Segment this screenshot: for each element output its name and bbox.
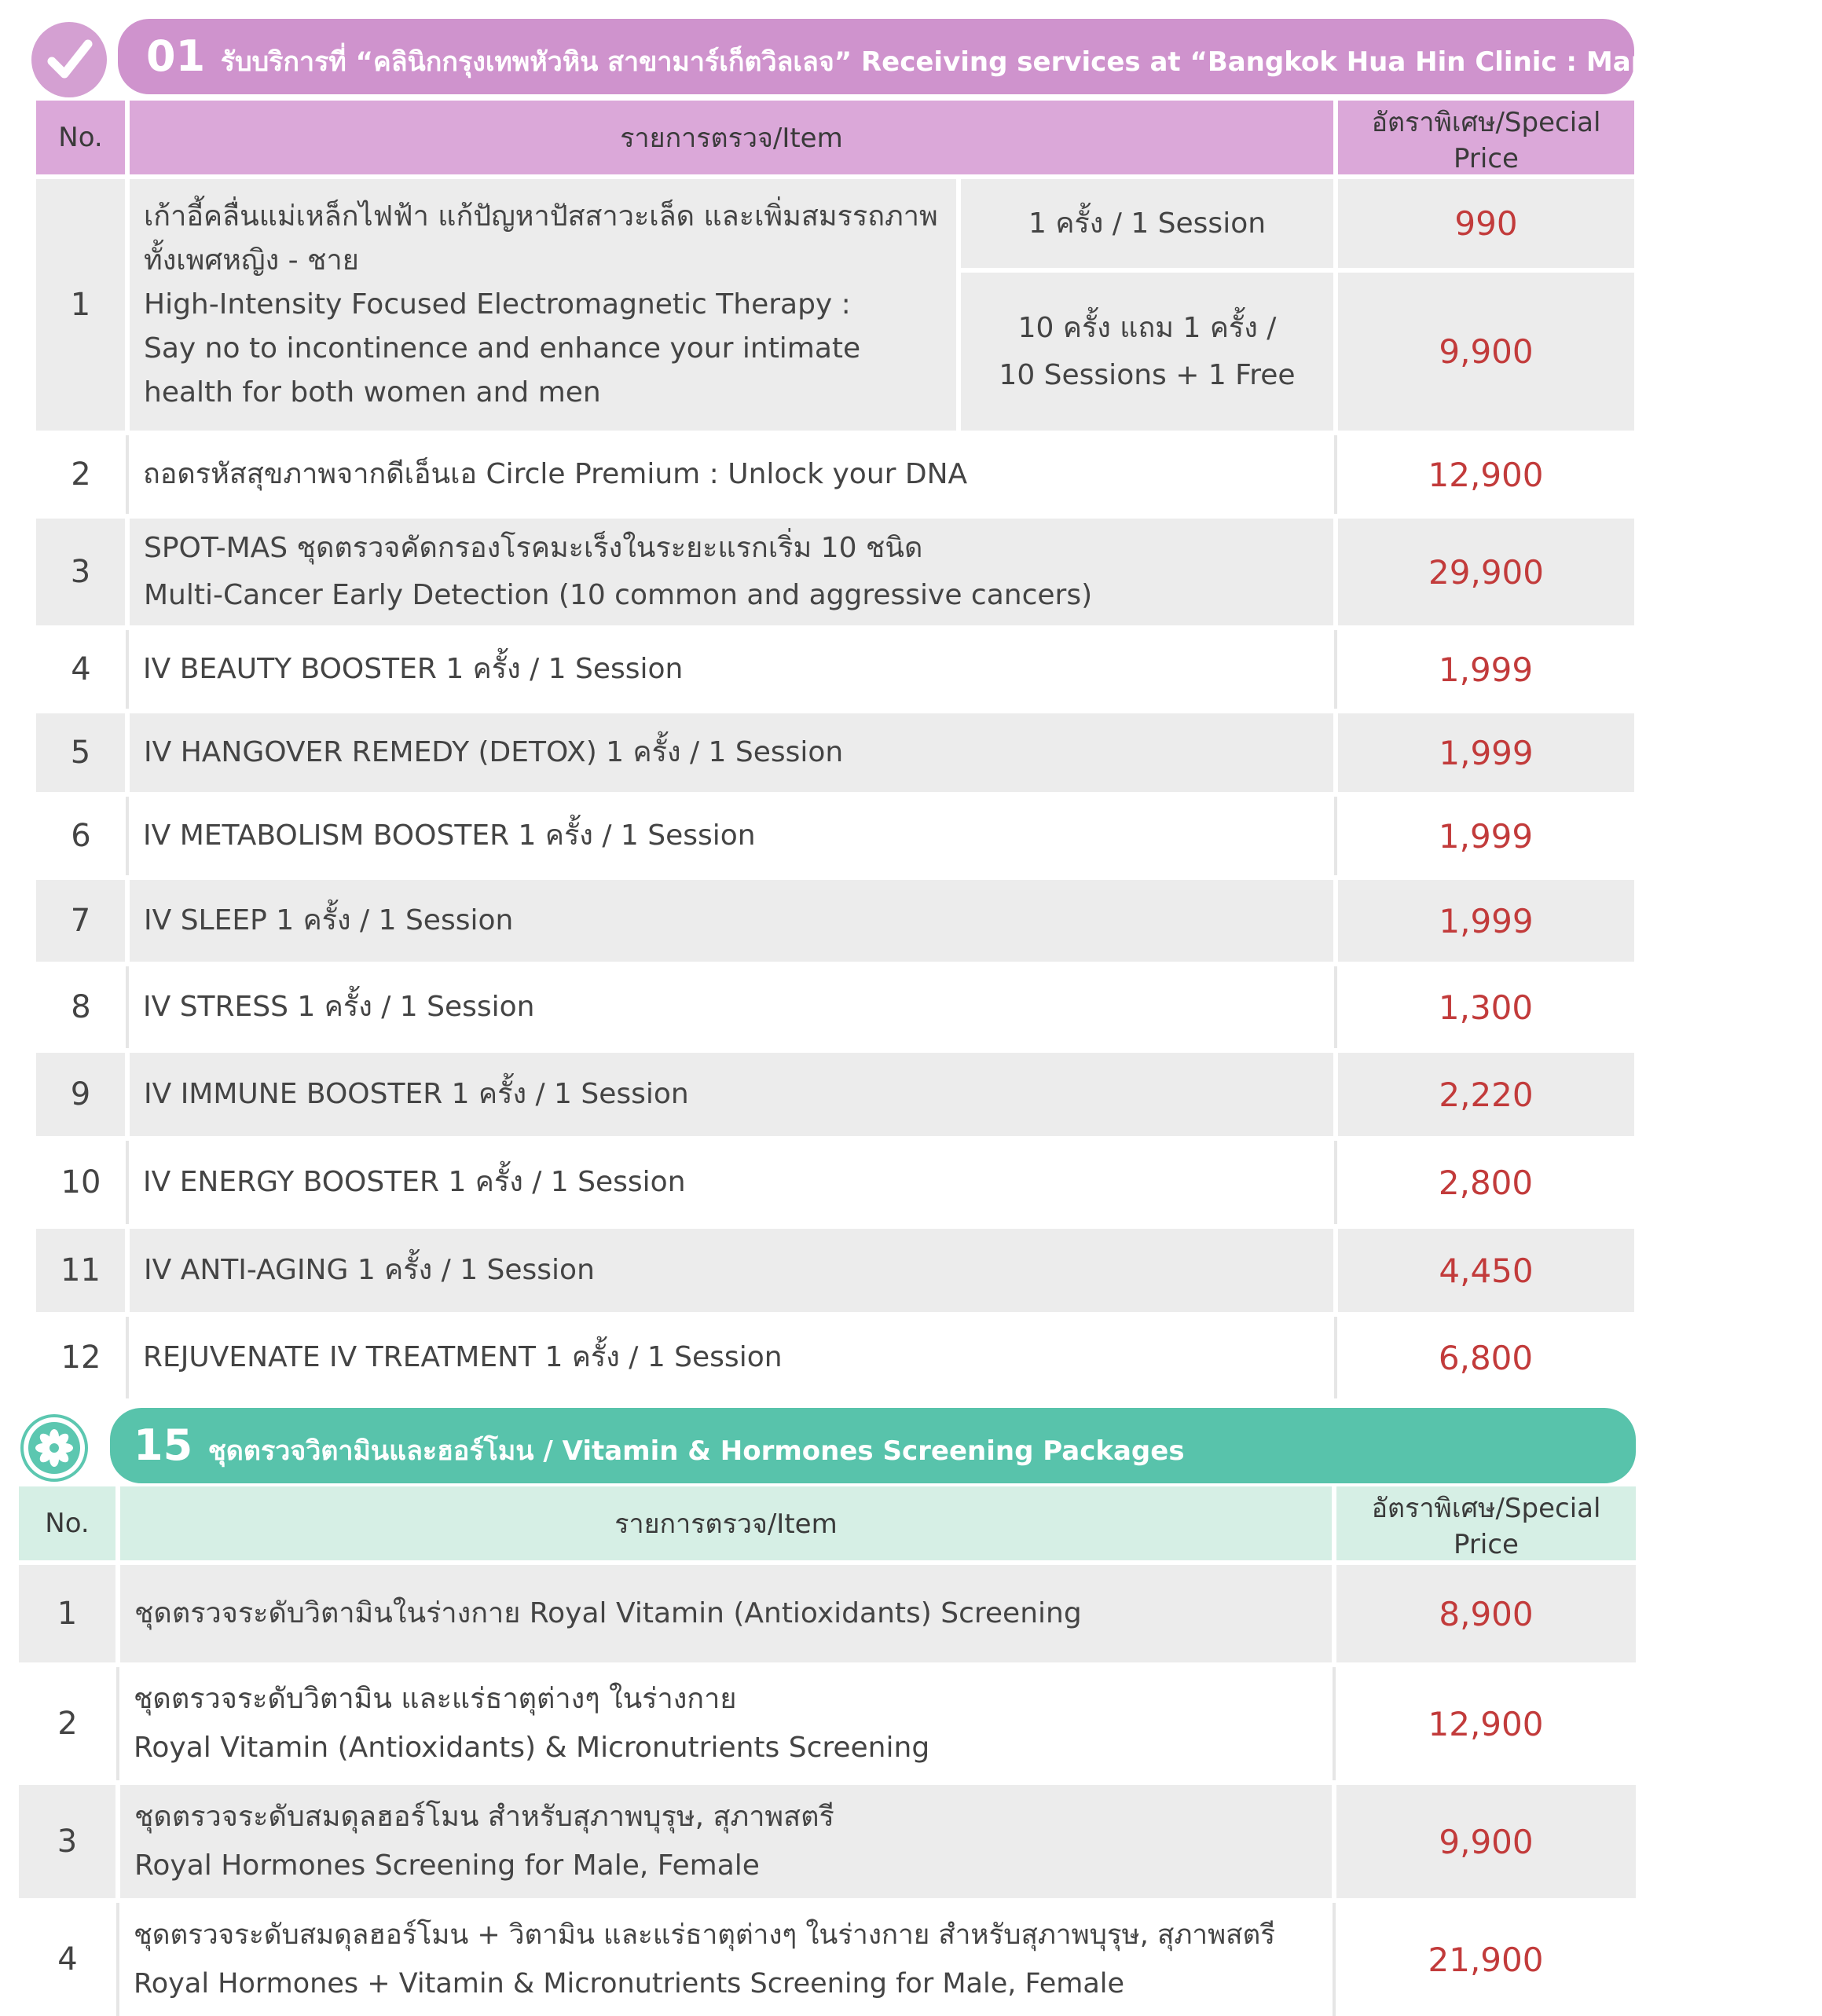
row-price: 1,999 <box>1439 901 1534 940</box>
row-number: 4 <box>19 1903 118 2016</box>
header-price: อัตราพิเศษ/Special Price <box>1371 107 1601 174</box>
row-price: 1,300 <box>1438 988 1534 1027</box>
row-option: 10 ครั้ง แถม 1 ครั้ง / 10 Sessions + 1 Free <box>959 270 1336 431</box>
table-row <box>36 966 1634 1048</box>
row-number: 9 <box>36 1053 127 1136</box>
row-number: 1 <box>19 1565 118 1662</box>
row-price: 4,450 <box>1439 1251 1534 1290</box>
header-price: อัตราพิเศษ/Special Price <box>1371 1493 1601 1560</box>
header-item: รายการตรวจ/Item <box>127 101 1336 174</box>
table-row <box>19 1903 1636 2016</box>
row-item: IV ANTI-AGING 1 ครั้ง / 1 Session <box>127 1229 1336 1312</box>
row-price: 12,900 <box>1428 1704 1544 1743</box>
row-price: 9,900 <box>1439 332 1534 372</box>
table-row <box>36 1053 1634 1136</box>
section1-table <box>36 101 1634 1398</box>
table-row <box>36 435 1634 514</box>
row-item: IV BEAUTY BOOSTER 1 ครั้ง / 1 Session <box>127 630 1336 709</box>
table-row <box>19 1565 1636 1662</box>
row-price: 2,220 <box>1439 1075 1534 1114</box>
table-row <box>36 630 1634 709</box>
row-item: IV STRESS 1 ครั้ง / 1 Session <box>127 966 1336 1048</box>
row-item: IV ENERGY BOOSTER 1 ครั้ง / 1 Session <box>127 1141 1336 1224</box>
section1-title: รับบริการที่ “คลินิกกรุงเทพหัวหิน สาขามาร์เก็ตวิลเลจ” Receiving services at “Bangkok Hua Hin Clinic : Market Village” <box>220 46 1822 78</box>
row-item: เก้าอี้คลื่นแม่เหล็กไฟฟ้า แก้ปัญหาปัสสาวะเล็ด และเพิ่มสมรรถภาพ ทั้งเพศหญิง - ชาย High-Intensity Focused Electromagnetic Therapy : Say no to incontinence and enhance your intimate health for both women and men <box>127 179 959 431</box>
row-price: 21,900 <box>1428 1940 1544 1979</box>
row-item: IV HANGOVER REMEDY (DETOX) 1 ครั้ง / 1 Session <box>127 713 1336 792</box>
section1-banner <box>118 19 1822 94</box>
table-row <box>36 797 1634 875</box>
row-price: 6,800 <box>1438 1338 1534 1377</box>
table-row <box>36 179 1634 270</box>
table-row <box>36 713 1634 792</box>
section2-title: ชุดตรวจวิตามินและฮอร์โมน / Vitamin & Hormones Screening Packages <box>207 1435 1185 1467</box>
header-item: รายการตรวจ/Item <box>118 1486 1334 1560</box>
row-number: 6 <box>36 797 127 875</box>
row-price: 1,999 <box>1439 733 1534 772</box>
row-price: 990 <box>1336 179 1634 270</box>
row-item: ชุดตรวจระดับสมดุลฮอร์โมน สำหรับสุภาพบุรุษ, สุภาพสตรี Royal Hormones Screening for Male, Female <box>118 1785 1334 1898</box>
row-number: 2 <box>19 1667 118 1780</box>
table-row <box>19 1667 1636 1780</box>
header-no: No. <box>36 101 127 174</box>
row-price: 2,800 <box>1438 1163 1534 1202</box>
section2-badge <box>20 1414 88 1482</box>
section2-table <box>19 1486 1636 2016</box>
row-price: 1,999 <box>1438 650 1534 689</box>
row-item: REJUVENATE IV TREATMENT 1 ครั้ง / 1 Session <box>127 1317 1336 1398</box>
row-price: 29,900 <box>1428 552 1544 592</box>
section1-number: 01 <box>146 31 206 81</box>
row-item: ชุดตรวจระดับสมดุลฮอร์โมน + วิตามิน และแร่ธาตุต่างๆ ในร่างกาย สำหรับสุภาพบุรุษ, สุภาพสตรี Royal Hormones + Vitamin & Micronutrients Screening for Male, Female <box>118 1903 1334 2016</box>
row-item: ชุดตรวจระดับวิตามินในร่างกาย Royal Vitamin (Antioxidants) Screening <box>118 1565 1334 1662</box>
table-row <box>36 1317 1634 1398</box>
table-row <box>36 519 1634 625</box>
row-number: 3 <box>36 519 127 625</box>
table-row <box>36 1229 1634 1312</box>
row-item: ถอดรหัสสุขภาพจากดีเอ็นเอ Circle Premium : Unlock your DNA <box>127 435 1336 514</box>
section1-badge <box>31 22 107 97</box>
row-price: 8,900 <box>1439 1594 1534 1633</box>
section2-number: 15 <box>134 1420 193 1470</box>
header-no: No. <box>19 1486 118 1560</box>
row-item: SPOT-MAS ชุดตรวจคัดกรองโรคมะเร็งในระยะแรกเริ่ม 10 ชนิด Multi-Cancer Early Detection (10 common and aggressive cancers) <box>127 519 1336 625</box>
table-row <box>19 1785 1636 1898</box>
row-number: 2 <box>36 435 127 514</box>
checkmark-icon <box>31 22 107 97</box>
section2-banner <box>110 1408 1636 1483</box>
table-row <box>36 880 1634 962</box>
row-item: IV IMMUNE BOOSTER 1 ครั้ง / 1 Session <box>127 1053 1336 1136</box>
row-option: 1 ครั้ง / 1 Session <box>959 179 1336 270</box>
row-item: IV SLEEP 1 ครั้ง / 1 Session <box>127 880 1336 962</box>
row-item: ชุดตรวจระดับวิตามิน และแร่ธาตุต่างๆ ในร่างกาย Royal Vitamin (Antioxidants) & Micronutrients Screening <box>118 1667 1334 1780</box>
row-number: 3 <box>19 1785 118 1898</box>
flower-icon <box>24 1417 85 1479</box>
row-number: 4 <box>36 630 127 709</box>
row-price: 12,900 <box>1428 455 1544 494</box>
row-number: 5 <box>36 713 127 792</box>
row-number: 8 <box>36 966 127 1048</box>
row-number: 7 <box>36 880 127 962</box>
row-number: 1 <box>36 179 127 431</box>
row-number: 12 <box>36 1317 127 1398</box>
table-row <box>36 1141 1634 1224</box>
row-number: 11 <box>36 1229 127 1312</box>
row-price: 9,900 <box>1439 1822 1534 1861</box>
row-item: IV METABOLISM BOOSTER 1 ครั้ง / 1 Session <box>127 797 1336 875</box>
row-price: 1,999 <box>1438 816 1534 856</box>
row-number: 10 <box>36 1141 127 1224</box>
